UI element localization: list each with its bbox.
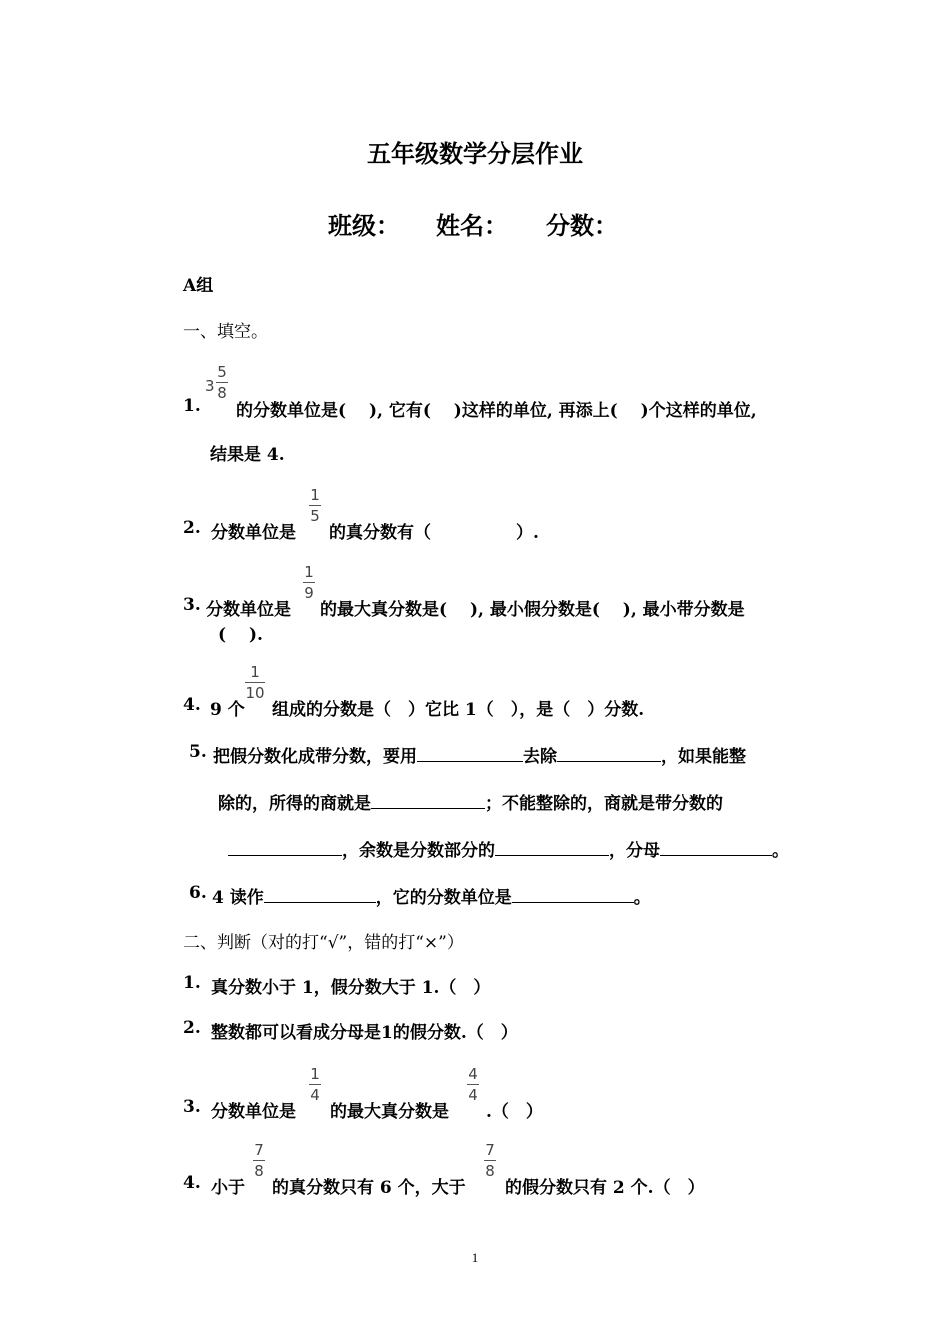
q6-number: 6. [189,883,207,903]
q5-line2-b: ；不能整除的，商就是带分数的 [485,794,723,814]
s2-q4-f2-numerator: 7 [485,1141,495,1159]
q4-lead: 9 个 [210,700,245,720]
q5-number: 5. [189,742,207,762]
s2-q2-text: 整数都可以看成分母是1的假分数.（ ） [211,1023,518,1043]
q2-fraction-numerator: 1 [310,486,320,504]
answer-blank[interactable] [660,841,772,856]
q3-lead: 分数单位是 [206,600,291,620]
q3-text: 的最大真分数是( ), 最小假分数是( ), 最小带分数是 [320,600,745,620]
s2-q3-f2-numerator: 4 [468,1065,478,1083]
q5-line1-a: 把假分数化成带分数，要用 [213,747,417,767]
s2-q4-fraction-2 [484,1142,496,1179]
s2-q3-f1-numerator: 1 [310,1065,320,1083]
q2-text: 的真分数有（ ）. [329,523,539,543]
fraction-bar [245,682,265,683]
q5-line2 [218,789,723,814]
q4-fraction-numerator: 1 [250,663,260,681]
q1-fraction-denominator: 8 [217,384,227,402]
q5-line1-b: 去除 [523,747,557,767]
s2-q3-fraction-2 [467,1066,479,1103]
q2-lead: 分数单位是 [211,523,296,543]
q1-fraction-numerator: 5 [217,363,227,381]
fraction-bar [216,382,228,383]
q1-mixed-whole: 3 [205,377,215,395]
q5-line3-a: ，余数是分数部分的 [342,841,495,861]
q6-a: 4 读作 [212,888,264,908]
s2-q4-f2-denominator: 8 [485,1162,495,1180]
score-label: 分数： [546,212,618,240]
q3-text-line2: ( ). [218,625,263,645]
s2-q3-number: 3. [183,1097,201,1117]
q3-fraction-denominator: 9 [304,584,314,602]
q1-text-line2: 结果是 4. [210,445,285,465]
page-title: 五年级数学分层作业 [367,140,583,168]
answer-blank[interactable] [417,747,523,762]
q5-line3 [228,836,789,861]
page-number: 1 [471,1250,479,1265]
q5-line3-c: 。 [772,841,789,861]
q3-fraction [303,564,315,601]
s2-q4-tail: 的假分数只有 2 个.（ ） [505,1178,705,1198]
s2-q4-number: 4. [183,1173,201,1193]
s2-q3-mid: 的最大真分数是 [330,1102,449,1122]
s2-q4-f1-numerator: 7 [254,1141,264,1159]
q4-text: 组成的分数是（ ）它比 1（ ），是（ ）分数. [272,700,645,720]
fraction-bar [303,582,315,583]
q3-number: 3. [183,595,201,615]
q6-line [212,883,651,908]
s2-q1-text: 真分数小于 1，假分数大于 1.（ ） [211,978,491,998]
fraction-bar [309,505,321,506]
q4-fraction [245,664,265,701]
q3-fraction-numerator: 1 [304,563,314,581]
group-label: A组 [183,276,214,296]
q4-number: 4. [183,695,201,715]
q6-b: ，它的分数单位是 [375,888,512,908]
q1-fraction [216,364,228,401]
q6-c: 。 [633,888,651,908]
q2-fraction [309,487,321,524]
answer-blank[interactable] [264,888,376,903]
q5-line3-b: ，分母 [609,841,660,861]
s2-q3-tail: .（ ） [486,1102,543,1122]
s2-q4-f1-denominator: 8 [254,1162,264,1180]
answer-blank[interactable] [495,841,609,856]
fraction-bar [467,1084,479,1085]
s2-q4-lead: 小于 [211,1178,245,1198]
q1-number: 1. [183,396,201,416]
answer-blank[interactable] [512,888,634,903]
answer-blank[interactable] [557,747,661,762]
s2-q2-number: 2. [183,1018,201,1038]
fraction-bar [484,1160,496,1161]
s2-q3-lead: 分数单位是 [211,1102,296,1122]
q5-line2-a: 除的，所得的商就是 [218,794,371,814]
answer-blank[interactable] [228,841,342,856]
s2-q3-fraction-1 [309,1066,321,1103]
s2-q3-f1-denominator: 4 [310,1086,320,1104]
q5-line1 [213,742,746,767]
q1-text: 的分数单位是( ), 它有( )这样的单位, 再添上( )个这样的单位, [236,401,757,421]
s2-q4-fraction-1 [253,1142,265,1179]
q5-line1-c: ，如果能整 [661,747,746,767]
q2-number: 2. [183,518,201,538]
section2-heading: 二、判断（对的打“√”，错的打“×”） [183,933,464,953]
answer-blank[interactable] [371,794,485,809]
fraction-bar [309,1084,321,1085]
section1-heading: 一、填空。 [183,322,268,342]
fraction-bar [253,1160,265,1161]
class-label: 班级： [328,212,400,240]
q4-fraction-denominator: 10 [245,684,265,702]
s2-q1-number: 1. [183,973,201,993]
s2-q4-mid: 的真分数只有 6 个，大于 [272,1178,466,1198]
s2-q3-f2-denominator: 4 [468,1086,478,1104]
q2-fraction-denominator: 5 [310,507,320,525]
name-label: 姓名： [436,212,508,240]
